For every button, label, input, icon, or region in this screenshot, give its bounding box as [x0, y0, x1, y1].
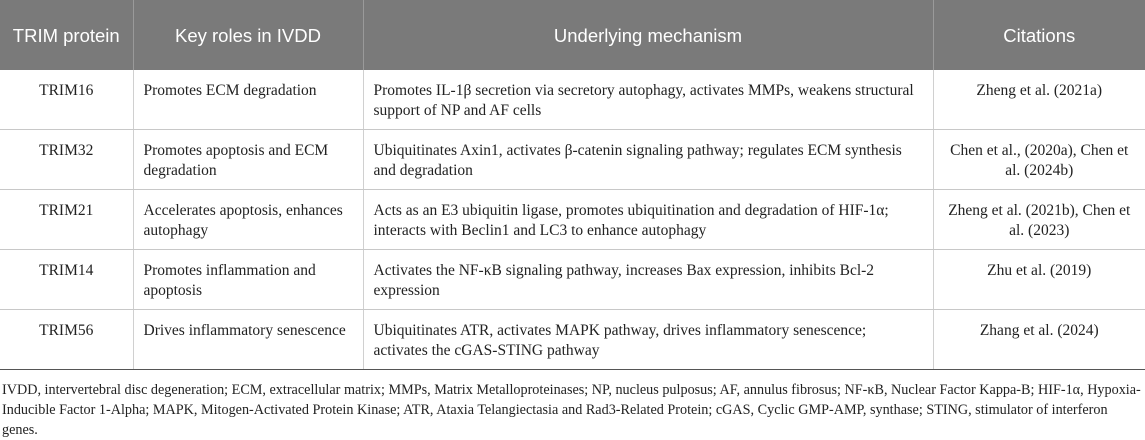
cell-mechanism: Activates the NF-κB signaling pathway, increases Bax expression, inhibits Bcl-2 expression — [363, 250, 933, 310]
table-body — [0, 70, 1145, 370]
table-row — [0, 190, 1145, 250]
cell-protein: TRIM16 — [0, 70, 133, 130]
table-footnote: IVDD, intervertebral disc degeneration; ECM, extracellular matrix; MMPs, Matrix Metalloproteinases; NP, nucleus pulposus; AF, annulus fibrosus; NF-κB, Nuclear Factor Kappa-B; HIF-1α, Hypoxia-Inducible Factor 1-Alpha; MAPK, Mitogen-Activated Protein Kinase; ATR, Ataxia Telangiectasia and Rad3-Related Protein; cGAS, Cyclic GMP-AMP, synthase; STING, stimulator of interferon genes. — [2, 382, 1141, 438]
cell-roles: Accelerates apoptosis, enhances autophagy — [133, 190, 363, 250]
table-row — [0, 70, 1145, 130]
cell-roles: Promotes inflammation and apoptosis — [133, 250, 363, 310]
cell-citation-link[interactable]: Zhang et al. (2024) — [933, 310, 1145, 370]
table-row — [0, 310, 1145, 370]
header-row — [0, 0, 1145, 70]
cell-roles: Promotes ECM degradation — [133, 70, 363, 130]
table-row — [0, 130, 1145, 190]
header-citations: Citations — [933, 0, 1145, 70]
cell-mechanism: Ubiquitinates Axin1, activates β-catenin signaling pathway; regulates ECM synthesis and degradation — [363, 130, 933, 190]
header-key-roles: Key roles in IVDD — [133, 0, 363, 70]
cell-protein: TRIM32 — [0, 130, 133, 190]
cell-roles: Drives inflammatory senescence — [133, 310, 363, 370]
cell-protein: TRIM14 — [0, 250, 133, 310]
table-header — [0, 0, 1145, 70]
header-trim-protein: TRIM protein — [0, 0, 133, 70]
cell-citation-link[interactable]: Zheng et al. (2021a) — [933, 70, 1145, 130]
table-row — [0, 250, 1145, 310]
cell-mechanism: Promotes IL-1β secretion via secretory autophagy, activates MMPs, weakens structural support of NP and AF cells — [363, 70, 933, 130]
cell-protein: TRIM56 — [0, 310, 133, 370]
cell-citation-link[interactable]: Chen et al., (2020a), Chen et al. (2024b) — [933, 130, 1145, 190]
header-mechanism: Underlying mechanism — [363, 0, 933, 70]
cell-citation-link[interactable]: Zhu et al. (2019) — [933, 250, 1145, 310]
cell-roles: Promotes apoptosis and ECM degradation — [133, 130, 363, 190]
cell-mechanism: Acts as an E3 ubiquitin ligase, promotes ubiquitination and degradation of HIF-1α; interacts with Beclin1 and LC3 to enhance autophagy — [363, 190, 933, 250]
cell-protein: TRIM21 — [0, 190, 133, 250]
cell-mechanism: Ubiquitinates ATR, activates MAPK pathway, drives inflammatory senescence; activates the cGAS-STING pathway — [363, 310, 933, 370]
cell-citation-link[interactable]: Zheng et al. (2021b), Chen et al. (2023) — [933, 190, 1145, 250]
